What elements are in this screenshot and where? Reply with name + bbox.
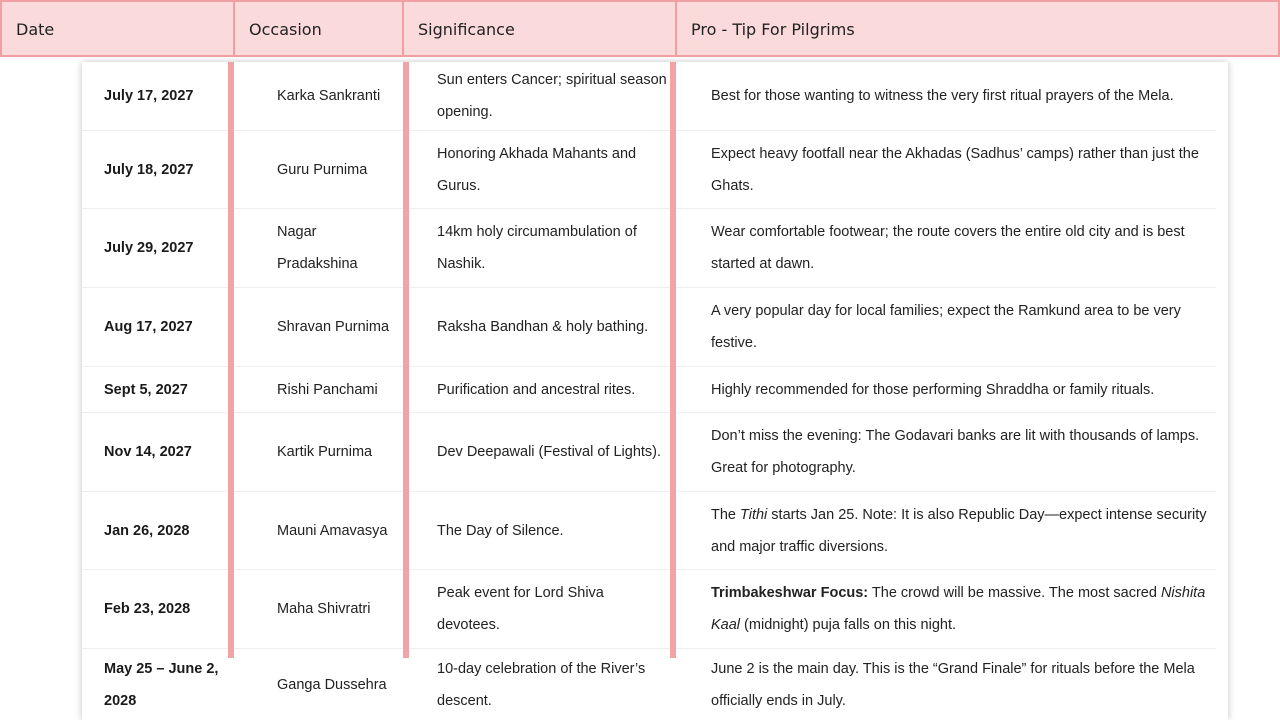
occasion-cell: Shravan Purnima <box>277 319 390 335</box>
occasion-cell: Guru Purnima <box>277 161 368 178</box>
header-divider <box>675 2 677 55</box>
table-row <box>82 367 1216 413</box>
tithi-term: Tithi <box>740 506 768 523</box>
table-header <box>0 0 1280 57</box>
tip-cell: Highly recommended for those performing Shraddha or family rituals. <box>711 381 1155 398</box>
nishita-kaal-term: Nishita Kaal <box>711 585 1206 633</box>
date-cell: Aug 17, 2027 <box>104 319 193 335</box>
tip-cell: Wear comfortable footwear; the route covers the entire old city and is best started at dawn. <box>711 224 1185 272</box>
column-separator <box>670 62 676 658</box>
date-cell: Sept 5, 2027 <box>104 381 188 398</box>
header-date: Date <box>16 20 55 39</box>
table-row <box>82 62 1216 131</box>
tip-cell: The Tithi starts Jan 25. Note: It is also Republic Day—expect intense security and major traffic diversions. <box>711 506 1207 555</box>
table-row <box>82 131 1216 209</box>
occasion-cell: Rishi Panchami <box>277 381 378 398</box>
table-row <box>82 570 1216 649</box>
tip-cell: Best for those wanting to witness the very first ritual prayers of the Mela. <box>711 88 1174 104</box>
date-cell: July 17, 2027 <box>104 88 194 104</box>
header-significance: Significance <box>418 20 515 39</box>
occasion-cell: Maha Shivratri <box>277 601 371 617</box>
significance-cell: 10-day celebration of the River’s descent. <box>437 660 646 709</box>
date-cell: July 29, 2027 <box>104 240 194 256</box>
tip-cell: Don’t miss the evening: The Godavari banks are lit with thousands of lamps. Great for photography. <box>711 428 1200 476</box>
tip-cell: Trimbakeshwar Focus: The crowd will be massive. The most sacred Nishita Kaal (midnight) puja falls on this night. <box>711 585 1206 633</box>
focus-label: Trimbakeshwar Focus: <box>711 585 869 601</box>
significance-cell: The Day of Silence. <box>437 522 564 539</box>
tip-cell: A very popular day for local families; expect the Ramkund area to be very festive. <box>711 303 1181 351</box>
header-divider <box>402 2 404 55</box>
table-row <box>82 288 1216 367</box>
header-occasion: Occasion <box>249 20 322 39</box>
festival-table <box>82 62 1228 720</box>
occasion-cell: Ganga Dussehra <box>277 676 387 693</box>
significance-cell: Raksha Bandhan & holy bathing. <box>437 319 649 335</box>
column-separator <box>403 62 409 658</box>
column-separator <box>228 62 234 658</box>
header-pro-tip: Pro - Tip For Pilgrims <box>691 20 855 39</box>
significance-cell: Purification and ancestral rites. <box>437 381 636 398</box>
table-row <box>82 209 1216 288</box>
tip-cell: Expect heavy footfall near the Akhadas (Sadhus’ camps) rather than just the Ghats. <box>711 145 1199 194</box>
occasion-cell: Karka Sankranti <box>277 88 381 104</box>
occasion-cell: Kartik Purnima <box>277 444 373 460</box>
significance-cell: Dev Deepawali (Festival of Lights). <box>437 444 662 460</box>
date-cell: Feb 23, 2028 <box>104 601 191 617</box>
header-divider <box>233 2 235 55</box>
significance-cell: Honoring Akhada Mahants and Gurus. <box>437 145 637 194</box>
occasion-cell: Nagar Pradakshina <box>277 224 358 272</box>
table-row <box>82 492 1216 570</box>
date-cell: Jan 26, 2028 <box>104 522 190 539</box>
table-row <box>82 649 1216 720</box>
date-cell: May 25 – June 2, 2028 <box>104 660 219 709</box>
significance-cell: Peak event for Lord Shiva devotees. <box>437 585 604 633</box>
date-cell: Nov 14, 2027 <box>104 444 192 460</box>
table-row <box>82 413 1216 492</box>
date-cell: July 18, 2027 <box>104 161 194 178</box>
significance-cell: Sun enters Cancer; spiritual season opening. <box>437 72 667 120</box>
tip-cell: June 2 is the main day. This is the “Grand Finale” for rituals before the Mela officially ends in July. <box>711 660 1195 709</box>
occasion-cell: Mauni Amavasya <box>277 522 388 539</box>
significance-cell: 14km holy circumambulation of Nashik. <box>437 224 637 272</box>
